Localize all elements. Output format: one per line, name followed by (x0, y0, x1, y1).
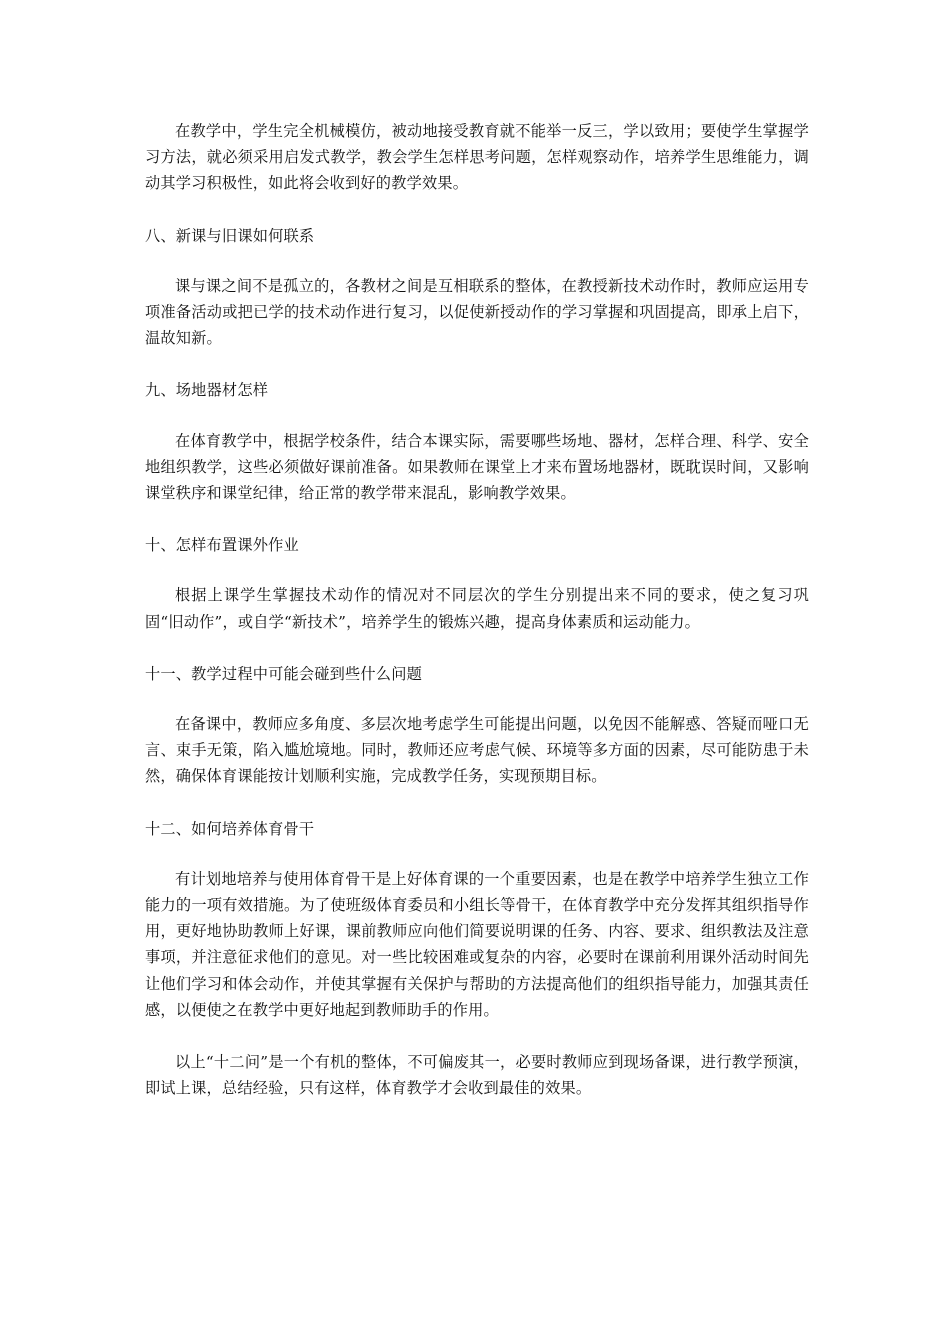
paragraph-sports-backbone: 有计划地培养与使用体育骨干是上好体育课的一个重要因素，也是在教学中培养学生独立工作能力的一项有效措施。为了使班级体育委员和小组长等骨干，在体育教学中充分发挥其组织指导作用，更好地协助教师上好课，课前教师应向他们简要说明课的任务、内容、要求、组织教法及注意事项，并注意征求他们的意见。对一些比较困难或复杂的内容，必要时在课前利用课外活动时间先让他们学习和体会动作，并使其掌握有关保护与帮助的方法提高他们的组织指导能力，加强其责任感，以便使之在教学中更好地起到教师助手的作用。 (145, 869, 809, 1019)
spacer (145, 197, 809, 223)
section-heading-10: 十、怎样布置课外作业 (145, 536, 299, 555)
spacer (145, 351, 809, 377)
spacer (145, 404, 809, 428)
paragraph-venue-equipment: 在体育教学中，根据学校条件，结合本课实际，需要哪些场地、器材，怎样合理、科学、安全地组织教学，这些必须做好课前准备。如果教师在课堂上才来布置场地器材，既耽误时间，又影响课堂秩序和课堂纪律，给正常的教学带来混乱，影响教学效果。 (145, 431, 809, 503)
spacer (145, 635, 809, 661)
spacer (145, 249, 809, 273)
spacer (145, 558, 809, 582)
paragraph-conclusion: 以上“十二问”是一个有机的整体，不可偏废其一，必要时教师应到现场备课，进行教学预演，即试上课，总结经验，只有这样，体育教学才会收到最佳的效果。 (145, 1053, 809, 1098)
section-heading-9: 九、场地器材怎样 (145, 381, 269, 400)
document-page (145, 118, 809, 1101)
spacer (145, 1023, 809, 1049)
spacer (145, 842, 809, 866)
section-heading-8: 八、新课与旧课如何联系 (145, 226, 315, 245)
paragraph-new-old-lessons: 课与课之间不是孤立的，各教材之间是互相联系的整体，在教授新技术动作时，教师应运用专项准备活动或把已学的技术动作进行复习，以促使新授动作的学习掌握和巩固提高，即承上启下，温故知新。 (145, 276, 809, 348)
spacer (145, 790, 809, 816)
spacer (145, 687, 809, 711)
paragraph-homework: 根据上课学生掌握技术动作的情况对不同层次的学生分别提出来不同的要求，使之复习巩固“旧动作”，或自学“新技术”，培养学生的锻炼兴趣，提高身体素质和运动能力。 (145, 586, 809, 631)
paragraph-teaching-method: 在教学中，学生完全机械模仿，被动地接受教育就不能举一反三，学以致用；要使学生掌握学习方法，就必须采用启发式教学，教会学生怎样思考问题，怎样观察动作，培养学生思维能力，调动其学习积极性，如此将会收到好的教学效果。 (145, 122, 809, 193)
spacer (145, 506, 809, 532)
section-heading-11: 十一、教学过程中可能会碰到些什么问题 (145, 664, 422, 683)
paragraph-possible-problems: 在备课中，教师应多角度、多层次地考虑学生可能提出问题，以免因不能解惑、答疑而哑口无言、束手无策，陷入尴尬境地。同时，教师还应考虑气候、环境等多方面的因素，尽可能防患于未然，确保体育课能按计划顺利实施，完成教学任务，实现预期目标。 (145, 715, 809, 786)
section-heading-12: 十二、如何培养体育骨干 (145, 819, 315, 838)
